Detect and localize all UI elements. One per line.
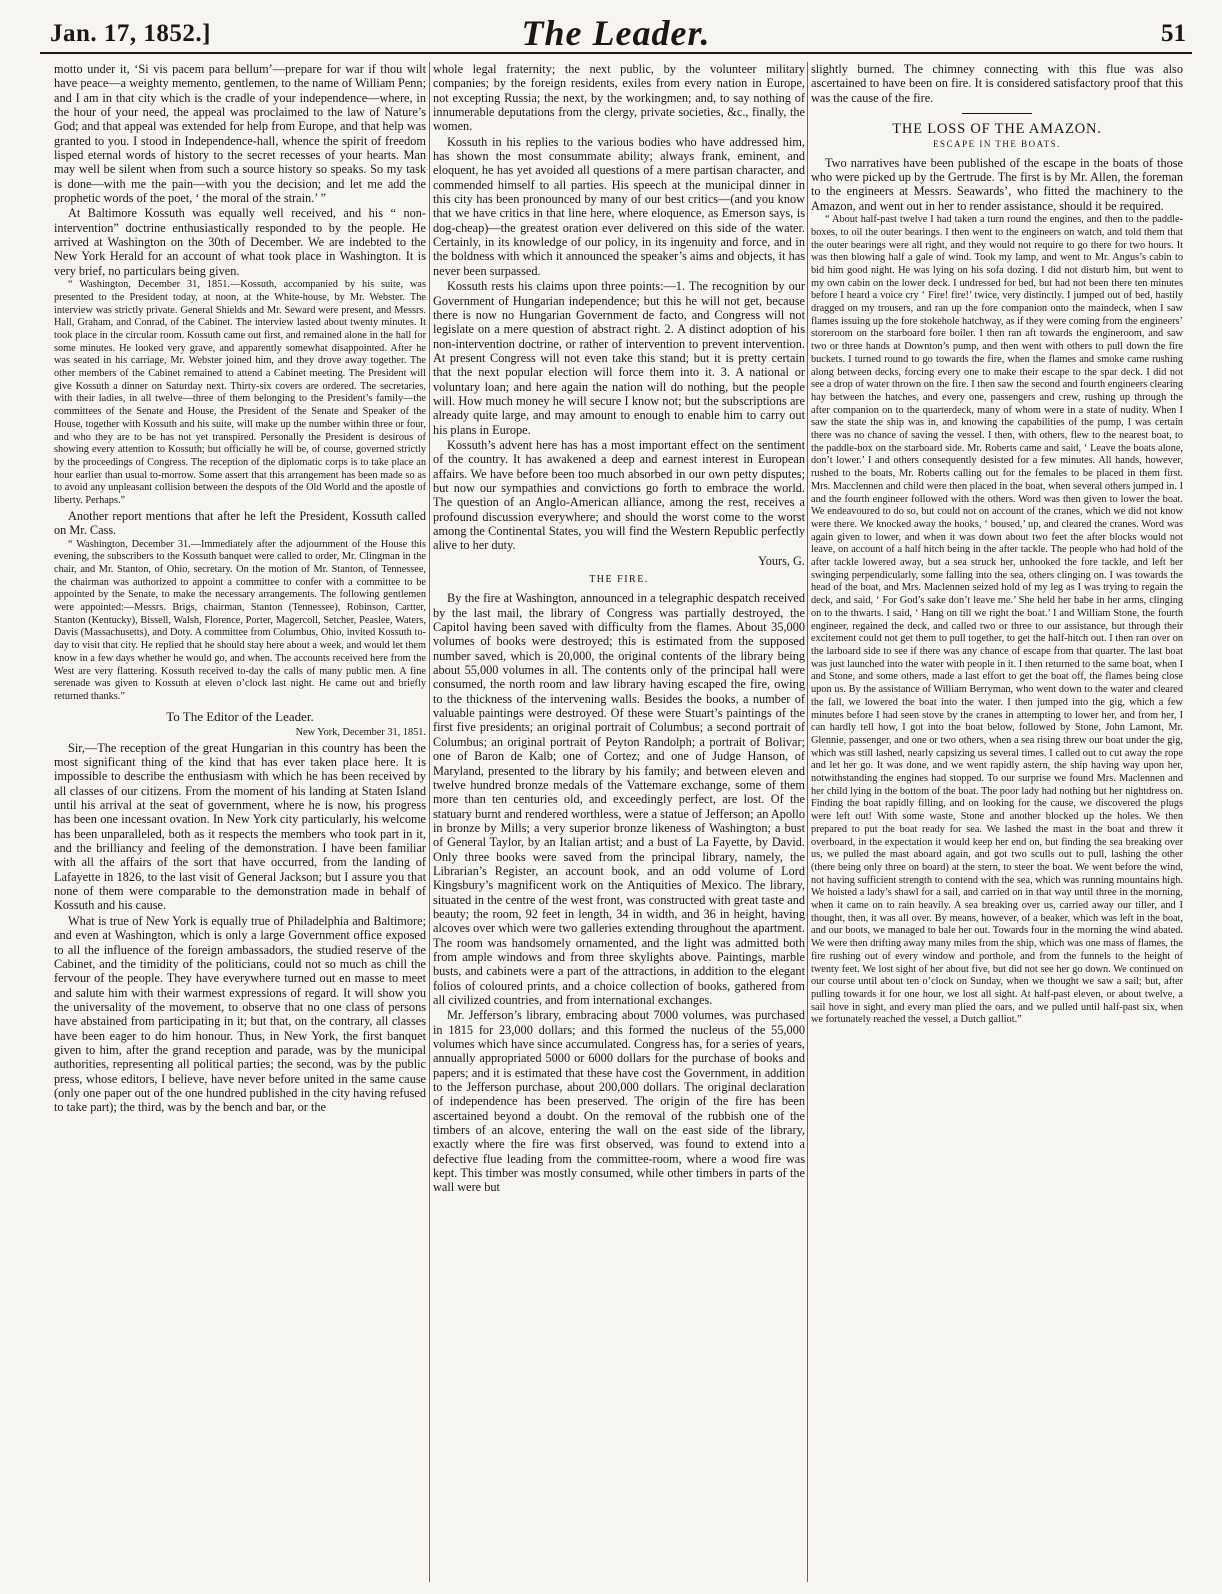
paragraph: Kossuth rests his claims upon three points:—1. The recognition by our Government of Hungarian independence; but this he will not get, because there is now no Hungarian Government de facto, and Congress will not legislate on a mere question of abstract right. 2. A distinct adoption of his non-intervention doctrine, or rather of intervention to prevent intervention. At present Congress will not even take this stand; but it is pretty certain that the next popular election will force them into it. 3. A national or voluntary loan; and here again the nation will do nothing, but the people will. How much money he will secure I know not; but the subscriptions are already quite large, and may amount to enough to enable him to carry out his plans in Europe. xyxy=(433,279,805,437)
paragraph: whole legal fraternity; the next public, by the volunteer military companies; by the foreign residents, exiles from every nation in Europe, not excepting Russia; the next, by the workingmen; and, to say nothing of innumerable deputations from the clergy, private societies, &c., finally, the women. xyxy=(433,62,805,134)
column-3 xyxy=(811,62,1183,1584)
paragraph: Kossuth’s advent here has has a most important effect on the sentiment of the country. It has awakened a deep and earnest interest in European affairs. We have before been too much absorbed in our own petty disputes; but now our sympathies and convictions go forth to embrace the world. The question of an Anglo-American alliance, among the rest, receives a profound discussion everywhere; and should the worst come to the worst among the Continental States, you will find the Western Republic perfectly alive to her duty. xyxy=(433,437,805,553)
column-1 xyxy=(54,62,426,1584)
issue-date: Jan. 17, 1852.] xyxy=(50,20,211,47)
paragraph: What is true of New York is equally true of Philadelphia and Baltimore; and even at Washington, which is only a large Government office exposed to all the influence of the foreign ambassadors, the studied reserve of the Cabinet, and the timidity of the politicians, could not so much as chill the fervour of the people. They have everywhere turned out en masse to meet and salute him with their warmest expressions of regard. It will show you the universality of the movement, to observe that no one class of persons have abstained from participating in it; but that, on the contrary, all classes have been eager to do him honour. Thus, in New York, the first banquet given to him, after the grand reception and parade, was by the municipal authorities, representing all political parties; the second, was by the public press, whose editors, I believe, have never before united in the same cause (only one paper out of the one hundred published in the city having refused to take part); the third, was by the bench and bar, or the xyxy=(54,913,426,1115)
paragraph: motto under it, ‘Si vis pacem para bellum’—prepare for war if thou wilt have peace—a weighty memento, gentlemen, to the name of William Penn; and I am in that city which is the cradle of your independence—where, in the hour of your need, the appeal was proclaimed to the law of Nature’s God; and that appeal was extended for help from Europe, and that help was granted to you. I stood in Independence-hall, whence the spirit of freedom lisped eternal words of history to the secret recesses of your hearts. Man may well be silent when from such a source history so speaks. So my task is done—with me the pain—with you the decision; and let me add the prophetic words of the poet, ‘ the moral of the strain.’ ” xyxy=(54,62,426,206)
letter-heading: To The Editor of the Leader. xyxy=(166,708,314,724)
column-rule xyxy=(807,62,808,1582)
section-heading-amazon: THE LOSS OF THE AMAZON. xyxy=(892,121,1102,138)
quoted-report: “ Washington, December 31, 1851.—Kossuth, accompanied by his suite, was presented to the President today, at noon, at the White-house, by Mr. Webster. The interview was strictly private. General Shields and Mr. Seward were present, and Messrs. Hall, Graham, and Conrad, of the Cabinet. The interview lasted about twenty minutes. It took place in the circular room. Kossuth came out first, and remained alone in the hall for some minutes. He looked very grave, and apparently somewhat disappointed. After he was seated in his carriage, Mr. Webster joined him, and they drove away together. The other members of the Cabinet remained to attend a Cabinet meeting. The President will give Kossuth a dinner on Saturday next. Thirty-six covers are ordered. The secretaries, with their ladies, in all twelve—three of them belonging to the President’s family—the committees of the Senate and House, the President of the Senate and Speaker of the House, together with Kossuth and his suite, will make up the number within three or four, and who they are to be has not yet transpired. Personally the President is desirous of showing every attention to Kossuth; but officially he will be, of course, governed strictly by the proceedings of Congress. The reception of the diplomatic corps is to take place an hour earlier than usual to-morrow. Some assert that this arrangement has been made so as to avoid any unpleasant collision between the despots of the Old World and the apostle of liberty. Perhaps.” xyxy=(54,279,426,507)
quoted-narrative: “ About half-past twelve I had taken a turn round the engines, and then to the paddle-boxes, to oil the outer bearings. I then went to the engineers on watch, and told them that the outer bearings were all right, and they would not require to go there for two hours. It was then blowing half a gale of wind. Took my lamp, and went to Mr. Angus’s cabin to bid him good night. He was lying on his sofa dozing. I did not disturb him, but went to my own cabin on the lower deck. I undressed for bed, but had not been there ten minutes before I heard a voice cry ‘ Fire! fire!’ twice, very distinctly. I jumped out of bed, hastily dragged on my trousers, and ran up the fore companion onto the maindeck, when I saw flames issuing up the fore stokehole hatchway, as if they were coming from the engineers’ storeroom on the starboard fore boiler. I then ran aft towards the engineroom, and saw two or three hands at Downton’s pump, and then went with others to pull down the fire buckets. I turned round to go towards the fire, when the flames and smoke came rushing along between decks, forcing every one to make their escape to the spar deck. I did not see a drop of water thrown on the fire. I then saw the second and fourth engineers clearing hay between the hatches, and every one, passengers and crew, rushing up through the after companion on to the quarterdeck, many of whom were in a state of nudity. When I saw the state the ship was in, and knowing the capabilities of the pump, I was certain there was no chance of saving the vessel. I then, with others, flew to the nearest boat, to the paddle-box on the starboard side. Mr. Roberts came and said, ‘ Leave the boats alone, don’t lower.’ I and others consequently desisted for a few minutes. All hands, however, rushed to the boats, Mr. Roberts calling out for the females to be placed in them first. Mrs. Macclennen and child were then placed in the boat, when several others jumped in. I and the fourth engineer followed with the others. Word was then given to lower the boat. We endeavoured to do so, but could not on account of the cranes, which we did not know were there. We knocked away the hooks, ‘ boused,’ up, and cleared the cranes. Word was again given to lower, and when it was down about two feet the after blocks would not leave, on account of a half hitch being in the after tackle. The people who had hold of the after tackle lowered away, but a sea struck her, unhooked the fore tackle, and left her swinging perpendicularly, some falling into the sea, others clinging on. I was towards the head of the boat, and Mrs. Maclennen seized hold of my leg as I was trying to regain the deck, and said, ‘ For God’s sake don’t leave me.’ She held her babe in her arms, clinging on to the thwarts. I said, ‘ Hang on till we right the boat.’ I and William Stone, the fourth engineer, regained the deck, and called two or three to our assistance, but through their excitement could not get them to pull together, to get the half-hitch out. I then ran over on the larboard side to see if there was any chance of escape from that quarter. The last boat was just launched into the water with people in it. I then returned to the same boat, when I and Stone, and some others, made a last effort to get the boat off, the flames being close upon us. By the assistance of William Berryman, who went down to the water and cleared the fall, we lowered the boat into the water. I then jumped into the gig, which a few minutes before I had seen stove by the cranes in attempting to lower her, and from her, I can hardly tell how, I got into the boat below, followed by Stone, John Lamont, Mr. Glennie, passenger, and one or two others, when a sea rising threw our boat under the gig, which was still lashed, nearly capsizing us several times. I called out to cut away the rope and let her go. It was done, and we went rapidly astern, the ship having way upon her, notwithstanding the engines had stopped. To our surprise we found Mrs. Maclennen and her child lying in the bottom of the boat. The poor lady had nothing but her nightdress on. Finding the boat rapidly filling, and on looking for the cause, we discovered the plugs were left out! With some waste, Stone and another blocked up the holes. We then prepared to put the boat ready for sea. We lashed the mast in the boat and threw it overboard, in the expectation it would keep her end on, but finding the sea breaking over us, we pulled the mast aboard again, and got two sculls out to pull, lashing the other (there being only three on board) at the stern, to steer the boat. We went before the wind, not having sufficient strength to contend with the sea, which was running mountains high. We hoisted a lady’s shawl for a sail, and carried on in that way until three in the morning, when it came on to rain heavily. A sea breaking over us, carried away our tiller, and I thought, then, it was all over. By means, however, of a beaker, which was left in the boat, and our boots, we managed to bale her out. Towards four in the morning the wind abated. We were then drifting away many miles from the ship, which was one mass of flames, the fire rushing out of every window and porthole, and from the funnels to the height of twenty feet. We lost sight of her about five, but did not see her go down. We continued on our course until about ten o’clock on Sunday, when we thought we saw a sail; but, after pulling towards it for one hour, we lost all sight. At half-past eleven, or about twelve, a sail hove in sight, and every man plied the oars, and we pulled until half-past six, when we fortunately reached the vessel, a Dutch galliot.” xyxy=(811,214,1183,1026)
paragraph: At Baltimore Kossuth was equally well received, and his “ non-intervention” doctrine enthusiastically responded to by the people. He arrived at Washington on the 30th of December. We are indebted to the New York Herald for an account of what took place in Washington. It is very brief, no particulars being given. xyxy=(54,206,426,278)
paragraph: Sir,—The reception of the great Hungarian in this country has been the most significant thing of the kind that has ever taken place here. It is impossible to describe the enthusiasm with which he has been received by all classes of our citizens. From the moment of his landing at Staten Island until his arrival at the seat of government, where he is now, his progress has been one incessant ovation. In New York city particularly, his welcome has been unparalleled, both as it respects the members who took part in it, and the brilliancy and feeling of the demonstration. I have been familiar with all the affairs of the sort that have occurred, from the landing of Lafayette in 1826, to the last visit of General Jackson; but I assure you that none of them were comparable to the demonstration made in behalf of Kossuth and his cause. xyxy=(54,740,426,913)
section-heading-fire: THE FIRE. xyxy=(589,574,649,586)
section-subheading: ESCAPE IN THE BOATS. xyxy=(933,139,1061,150)
paragraph: slightly burned. The chimney connecting with this flue was also ascertained to have been on fire. It is considered satisfactory proof that this was the cause of the fire. xyxy=(811,62,1183,105)
paragraph: Mr. Jefferson’s library, embracing about 7000 volumes, was purchased in 1815 for 23,000 dollars; and this formed the nucleus of the 55,000 volumes which have since accumulated. Congress has, for a series of years, annually appropriated 5000 or 6000 dollars for the purchase of books and papers; and it is estimated that these have cost the Government, in addition to the Jefferson purchase, about 200,000 dollars. The original declaration of independence has been preserved. The origin of the fire has been ascertained beyond a doubt. On the removal of the rubbish one of the timbers of an alcove, entering the wall on the east side of the library, exactly where the fire was first observed, was found to extend into a defective flue leading from the committee-room, where a wood fire was kept. This timber was mostly consumed, while other timbers in parts of the wall were but xyxy=(433,1008,805,1195)
section-divider xyxy=(962,113,1032,114)
quoted-report: “ Washington, December 31.—Immediately after the adjournment of the House this evening, the subscribers to the Kossuth banquet were called to order, Mr. Clingman in the chair, and Mr. Stanton, of Ohio, secretary. On the motion of Mr. Stanton, of Tennessee, the chairman was authorized to appoint a committee to confer with a committee to be appointed by the Senate, to make the necessary arrangements. The following gentlemen were appointed:—Messrs. Brigs, chairman, Stanton (Tennessee), Robinson, Cartter, Stanton (Kentucky), Bissell, Walsh, Florence, Porter, Magercoll, Setcher, Peaslee, Waters, Davis (Massachusetts), and Doty. A committee from Columbus, Ohio, invited Kossuth to-day to visit that city. He replied that he should stay here about a week, and would let them know in a few days whether he would go, and when. The accounts received here from the West are very flattering. Kossuth received to-day the calls of many public men. A fine serenade was given to Kossuth at eleven o’clock last night. He came out and briefly returned thanks.” xyxy=(54,538,426,702)
column-rule xyxy=(429,62,430,1582)
page-header xyxy=(40,12,1192,54)
paragraph: Kossuth in his replies to the various bodies who have addressed him, has shown the most consummate ability; always frank, eminent, and eloquent, he has yet avoided all questions of a mere partisan character, and commended himself to all parties. His speech at the municipal dinner in this city has been pronounced by many of our best critics—(and you know that we have critics in that line here, where eloquence, as Emerson says, is dog-cheap)—the greatest oration ever delivered on this side of the water. Certainly, in its knowledge of our policy, in its ingenuity and force, and in the boldness with which it announced the speaker’s aims and objects, it has never been surpassed. xyxy=(433,134,805,278)
page-number: 51 xyxy=(1161,20,1186,47)
paragraph: Two narratives have been published of the escape in the boats of those who were picked up by the Gertrude. The first is by Mr. Allen, the foreman to the engineers at Messrs. Seawards’, who fitted the machinery to the Amazon, and went out in her to render assistance, should it be required. xyxy=(811,155,1183,213)
paragraph: By the fire at Washington, announced in a telegraphic despatch received by the last mail, the library of Congress was partially destroyed, the Capitol having been saved with difficulty from the flames. About 35,000 volumes of books were destroyed; this is estimated from the supposed number saved, which is 20,000, the original contents of the library being about 55,000 volumes in all. The contents only of the principal hall were consumed, the north room and law library having escaped the fire, owing to the thickness of the intervening walls. Besides the books, a number of valuable paintings were destroyed. Of these were Stuart’s paintings of the first five presidents; an original portrait of Columbus; a second portrait of Columbus; an original portrait of Peyton Randolph; a portrait of Bolivar; one of Baron de Kalb; one of Cortez; and one of Judge Hanson, of Maryland, presented to the library by his family; and between eleven and twelve hundred bronze medals of the Vattemare exchange, some of them more than ten centuries old, and exceedingly perfect, are lost. Of the statuary burnt and rendered worthless, were a statue of Jefferson; an Apollo in bronze by Mills; a very superior bronze likeness of Washington; a bust of General Taylor, by an Italian artist; and a bust of La Fayette, by David. Only three books were saved from the principal library, namely, the Librarian’s Register, an account book, and an odd volume of Lord Kingsbury’s magnificent work on the Antiquities of Mexico. The library, situated in the centre of the west front, was constructed with great taste and beauty; the room, 92 feet in length, 34 in width, and 36 in height, having alcoves over which were two galleries extending throughout the apartment. The room was handsomely ornamented, and the light was admitted both from ample windows and from three skylights above. Paintings, marble busts, and cabinets were a part of the attractions, in addition to the elegant folios of coloured prints, and a choice collection of books, gathered from all civilized countries, and from international exchanges. xyxy=(433,591,805,1007)
letter-signoff: Yours, G. xyxy=(758,553,805,568)
masthead-title: The Leader. xyxy=(521,13,711,53)
paragraph: Another report mentions that after he left the President, Kossuth called on Mr. Cass. xyxy=(54,508,426,538)
letter-dateline: New York, December 31, 1851. xyxy=(295,726,426,738)
column-2 xyxy=(433,62,805,1584)
